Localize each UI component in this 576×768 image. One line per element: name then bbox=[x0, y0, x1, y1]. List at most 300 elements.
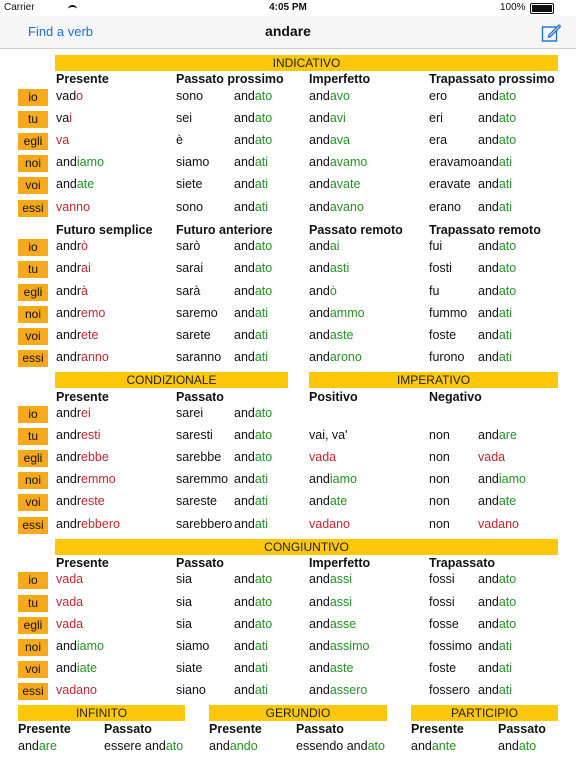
stem: and bbox=[478, 639, 499, 653]
stem: and bbox=[309, 494, 330, 508]
stem: and bbox=[234, 133, 255, 147]
stem: and bbox=[411, 739, 432, 753]
ending: ebbe bbox=[81, 450, 109, 464]
conjugation-cell bbox=[429, 111, 443, 125]
stem: essere and bbox=[104, 739, 166, 753]
stem: foste bbox=[429, 661, 457, 675]
stem: fossi bbox=[429, 572, 455, 586]
conjugation-cell bbox=[176, 261, 203, 275]
conjugation-cell bbox=[478, 661, 512, 675]
stem: siete bbox=[176, 177, 203, 191]
conjugation-cell bbox=[478, 89, 516, 103]
stem: andr bbox=[56, 261, 82, 275]
stem: vad bbox=[56, 89, 77, 103]
conjugation-cell bbox=[429, 661, 456, 675]
stem: and bbox=[234, 683, 255, 697]
conjugation-cell bbox=[429, 639, 472, 653]
conjugation-cell bbox=[56, 261, 91, 275]
ending: ati bbox=[254, 517, 269, 531]
ending: assimo bbox=[329, 639, 370, 653]
pronoun-badge: noi bbox=[18, 155, 48, 172]
conjugation-cell bbox=[429, 472, 450, 486]
stem: sono bbox=[176, 200, 204, 214]
ending: à bbox=[81, 284, 88, 298]
stem: and bbox=[309, 261, 330, 275]
ending: ati bbox=[498, 350, 513, 364]
column-header: Imperfetto bbox=[309, 72, 371, 86]
column-header: Passato bbox=[498, 722, 546, 736]
ending: ato bbox=[254, 89, 273, 103]
stem: and bbox=[309, 239, 330, 253]
conjugation-cell bbox=[234, 517, 268, 531]
pronoun-badge: tu bbox=[18, 261, 48, 278]
stem: and bbox=[56, 661, 77, 675]
section-band: GERUNDIO bbox=[209, 705, 387, 721]
conjugation-cell bbox=[429, 683, 470, 697]
ending: ati bbox=[498, 683, 513, 697]
conjugation-cell bbox=[429, 239, 442, 253]
stem: and bbox=[478, 472, 499, 486]
ending: ato bbox=[254, 406, 273, 420]
stem: and bbox=[309, 595, 330, 609]
conjugation-cell bbox=[429, 306, 467, 320]
stem: and bbox=[309, 472, 330, 486]
conjugation-cell bbox=[234, 200, 268, 214]
carrier-label: Carrier bbox=[4, 2, 35, 13]
stem: siamo bbox=[176, 155, 210, 169]
stem: sia bbox=[176, 595, 192, 609]
column-header: Passato bbox=[104, 722, 152, 736]
conjugation-cell bbox=[309, 428, 348, 442]
ending: este bbox=[81, 494, 105, 508]
stem: fosti bbox=[429, 261, 452, 275]
section-band: IMPERATIVO bbox=[309, 372, 558, 388]
ending: ato bbox=[367, 739, 385, 753]
stem: sia bbox=[176, 617, 192, 631]
ending: ammo bbox=[329, 306, 365, 320]
pronoun-badge: egli bbox=[18, 133, 48, 150]
conjugation-cell bbox=[309, 177, 360, 191]
conjugation-cell bbox=[56, 306, 105, 320]
ending: emo bbox=[81, 306, 106, 320]
ending: esti bbox=[81, 428, 101, 442]
stem: and bbox=[309, 617, 330, 631]
conjugation-cell bbox=[234, 350, 268, 364]
ending: ato bbox=[254, 261, 273, 275]
stem: and bbox=[309, 328, 330, 342]
stem: siamo bbox=[176, 639, 210, 653]
conjugation-cell bbox=[234, 328, 268, 342]
pronoun-badge: tu bbox=[18, 428, 48, 445]
conjugation-cell bbox=[176, 450, 221, 464]
conjugation-cell bbox=[234, 111, 272, 125]
stem: and bbox=[309, 683, 330, 697]
stem: sia bbox=[176, 572, 192, 586]
conjugation-cell bbox=[234, 595, 272, 609]
conjugation-cell bbox=[429, 200, 461, 214]
ending: ò bbox=[81, 239, 88, 253]
ending: ato bbox=[498, 595, 517, 609]
stem: foste bbox=[429, 328, 457, 342]
ending: ete bbox=[81, 328, 99, 342]
conjugation-cell bbox=[429, 450, 450, 464]
conjugation-cell bbox=[56, 111, 72, 125]
conjugation-cell bbox=[478, 155, 512, 169]
column-header: Passato prossimo bbox=[176, 72, 284, 86]
stem: vai, va' bbox=[309, 428, 348, 442]
stem: non bbox=[429, 450, 450, 464]
stem: saremmo bbox=[176, 472, 229, 486]
ending: ato bbox=[254, 284, 273, 298]
stem: and bbox=[478, 572, 499, 586]
conjugation-cell bbox=[411, 739, 456, 753]
conjugation-cell bbox=[234, 89, 272, 103]
stem: fosse bbox=[429, 617, 459, 631]
stem: and bbox=[209, 739, 230, 753]
stem: and bbox=[234, 328, 255, 342]
stem: and bbox=[478, 661, 499, 675]
pronoun-badge: essi bbox=[18, 200, 48, 217]
stem: and bbox=[309, 155, 330, 169]
stem: andr bbox=[56, 494, 82, 508]
stem: and bbox=[309, 177, 330, 191]
stem: fossimo bbox=[429, 639, 473, 653]
conjugation-cell bbox=[176, 200, 203, 214]
conjugation-cell bbox=[309, 517, 350, 531]
stem: sono bbox=[176, 89, 204, 103]
stem: and bbox=[478, 328, 499, 342]
conjugation-cell bbox=[176, 89, 203, 103]
stem: andr bbox=[56, 450, 82, 464]
conjugation-cell bbox=[56, 450, 109, 464]
conjugation-cell bbox=[56, 572, 83, 586]
conjugation-cell bbox=[176, 406, 203, 420]
conjugation-cell bbox=[309, 617, 356, 631]
ending: iamo bbox=[76, 155, 104, 169]
stem: sarete bbox=[176, 328, 211, 342]
stem: vadano bbox=[478, 517, 520, 531]
stem: and bbox=[478, 306, 499, 320]
conjugation-cell bbox=[478, 284, 516, 298]
ending: anno bbox=[81, 350, 109, 364]
stem: non bbox=[429, 517, 450, 531]
conjugation-cell bbox=[56, 517, 120, 531]
conjugation-cell bbox=[429, 155, 478, 169]
conjugation-cell bbox=[478, 683, 512, 697]
ending: are bbox=[38, 739, 57, 753]
stem: siate bbox=[176, 661, 203, 675]
conjugation-cell bbox=[429, 89, 447, 103]
conjugation-cell bbox=[478, 595, 516, 609]
conjugation-cell bbox=[429, 428, 450, 442]
ending: ati bbox=[254, 683, 269, 697]
ending: assi bbox=[329, 572, 353, 586]
stem: and bbox=[234, 177, 255, 191]
stem: sarebbero bbox=[176, 517, 233, 531]
stem: non bbox=[429, 472, 450, 486]
conjugation-cell bbox=[56, 639, 104, 653]
pronoun-badge: essi bbox=[18, 517, 48, 534]
ending: ati bbox=[254, 200, 269, 214]
conjugation-cell bbox=[176, 595, 192, 609]
stem: and bbox=[234, 661, 255, 675]
stem: and bbox=[234, 350, 255, 364]
stem: vada bbox=[56, 595, 84, 609]
conjugation-cell bbox=[176, 133, 183, 147]
conjugation-cell bbox=[309, 683, 367, 697]
stem: vada bbox=[478, 450, 506, 464]
conjugation-cell bbox=[478, 328, 512, 342]
column-header: Futuro anteriore bbox=[176, 223, 273, 237]
conjugation-cell bbox=[309, 89, 350, 103]
stem: and bbox=[234, 617, 255, 631]
pronoun-badge: voi bbox=[18, 661, 48, 678]
column-header: Presente bbox=[56, 556, 109, 570]
conjugation-cell bbox=[309, 450, 336, 464]
ending: iamo bbox=[76, 639, 104, 653]
ending: ato bbox=[254, 617, 273, 631]
pronoun-badge: tu bbox=[18, 111, 48, 128]
column-header: Trapassato prossimo bbox=[429, 72, 555, 86]
ending: ebbero bbox=[81, 517, 120, 531]
stem: and bbox=[478, 350, 499, 364]
stem: and bbox=[498, 739, 519, 753]
conjugation-cell bbox=[56, 428, 100, 442]
ending: aste bbox=[329, 661, 354, 675]
conjugation-cell bbox=[478, 200, 512, 214]
conjugation-cell bbox=[309, 494, 347, 508]
conjugation-cell bbox=[176, 306, 218, 320]
conjugation-cell bbox=[309, 200, 364, 214]
stem: andr bbox=[56, 428, 82, 442]
stem: and bbox=[234, 261, 255, 275]
conjugation-cell bbox=[478, 261, 516, 275]
ending: ati bbox=[498, 639, 513, 653]
ending: assero bbox=[329, 683, 368, 697]
ending: ati bbox=[498, 200, 513, 214]
conjugation-cell bbox=[478, 350, 512, 364]
stem: vada bbox=[309, 450, 337, 464]
column-header: Passato bbox=[176, 390, 224, 404]
stem: and bbox=[234, 239, 255, 253]
ending: assi bbox=[329, 595, 353, 609]
nav-bar bbox=[0, 16, 576, 49]
ending: i bbox=[69, 111, 72, 125]
conjugation-cell bbox=[234, 661, 268, 675]
ending: ato bbox=[498, 89, 517, 103]
column-header: Presente bbox=[209, 722, 262, 736]
conjugation-cell bbox=[478, 428, 517, 442]
conjugation-cell bbox=[429, 177, 471, 191]
conjugation-cell bbox=[176, 683, 206, 697]
ending: ato bbox=[254, 572, 273, 586]
ending: ato bbox=[498, 284, 517, 298]
column-header: Presente bbox=[56, 390, 109, 404]
compose-icon[interactable] bbox=[541, 23, 561, 43]
conjugation-cell bbox=[309, 239, 340, 253]
stem: and bbox=[234, 572, 255, 586]
stem: and bbox=[478, 428, 499, 442]
column-header: Passato remoto bbox=[309, 223, 403, 237]
ending: iamo bbox=[498, 472, 526, 486]
ending: avate bbox=[329, 177, 361, 191]
conjugation-cell bbox=[176, 639, 209, 653]
pronoun-badge: noi bbox=[18, 639, 48, 656]
column-header: Passato bbox=[296, 722, 344, 736]
stem: andr bbox=[56, 517, 82, 531]
stem: va bbox=[56, 111, 70, 125]
ending: avi bbox=[329, 111, 346, 125]
conjugation-cell bbox=[234, 284, 272, 298]
ending: ato bbox=[498, 572, 517, 586]
conjugation-cell bbox=[234, 639, 268, 653]
stem: and bbox=[234, 494, 255, 508]
ending: ati bbox=[254, 494, 269, 508]
ending: asti bbox=[329, 261, 350, 275]
conjugation-cell bbox=[176, 572, 192, 586]
ending: asse bbox=[329, 617, 357, 631]
stem: and bbox=[478, 155, 499, 169]
stem: eravamo bbox=[429, 155, 478, 169]
pronoun-badge: io bbox=[18, 239, 48, 256]
ending: ato bbox=[254, 450, 273, 464]
conjugation-cell bbox=[176, 350, 221, 364]
conjugation-cell bbox=[56, 89, 83, 103]
conjugation-cell bbox=[56, 200, 90, 214]
stem: sarò bbox=[176, 239, 201, 253]
ending: ato bbox=[254, 111, 273, 125]
conjugation-cell bbox=[56, 617, 83, 631]
conjugation-cell bbox=[176, 617, 192, 631]
conjugation-cell bbox=[429, 517, 450, 531]
stem: and bbox=[478, 111, 499, 125]
ending: ate bbox=[76, 177, 95, 191]
conjugation-cell bbox=[56, 683, 97, 697]
stem: and bbox=[478, 494, 499, 508]
conjugation-cell bbox=[234, 617, 272, 631]
find-verb-button[interactable]: Find a verb bbox=[28, 24, 94, 39]
ending: ato bbox=[254, 595, 273, 609]
conjugation-cell bbox=[309, 472, 357, 486]
ending: aste bbox=[329, 328, 354, 342]
ending: ati bbox=[254, 155, 269, 169]
stem: and bbox=[18, 739, 39, 753]
pronoun-badge: egli bbox=[18, 617, 48, 634]
conjugation-cell bbox=[478, 133, 516, 147]
column-header: Imperfetto bbox=[309, 556, 371, 570]
ending: ati bbox=[498, 661, 513, 675]
conjugation-cell bbox=[309, 284, 337, 298]
ending: ato bbox=[518, 739, 537, 753]
conjugation-cell bbox=[478, 450, 505, 464]
ending: ati bbox=[498, 328, 513, 342]
ending: ati bbox=[254, 177, 269, 191]
stem: saranno bbox=[176, 350, 222, 364]
stem: andr bbox=[56, 406, 82, 420]
conjugation-cell bbox=[429, 572, 455, 586]
ending: ati bbox=[498, 155, 513, 169]
stem: siano bbox=[176, 683, 206, 697]
conjugation-cell bbox=[309, 155, 367, 169]
pronoun-badge: essi bbox=[18, 683, 48, 700]
ending: avamo bbox=[329, 155, 368, 169]
conjugation-cell bbox=[429, 261, 452, 275]
section-band: INFINITO bbox=[18, 705, 185, 721]
conjugation-cell bbox=[429, 328, 456, 342]
stem: and bbox=[234, 450, 255, 464]
stem: furono bbox=[429, 350, 465, 364]
stem: andr bbox=[56, 350, 82, 364]
column-header: Trapassato remoto bbox=[429, 223, 541, 237]
ending: ai bbox=[81, 261, 91, 275]
conjugation-cell bbox=[429, 617, 459, 631]
conjugation-cell bbox=[309, 639, 369, 653]
section-band: CONDIZIONALE bbox=[55, 372, 288, 388]
conjugation-cell bbox=[429, 494, 450, 508]
conjugation-cell bbox=[56, 328, 98, 342]
stem: and bbox=[309, 89, 330, 103]
conjugation-cell bbox=[478, 494, 516, 508]
battery-percent: 100% bbox=[500, 2, 526, 13]
conjugation-cell bbox=[309, 661, 354, 675]
conjugation-cell bbox=[176, 661, 202, 675]
stem: andr bbox=[56, 328, 82, 342]
stem: and bbox=[234, 306, 255, 320]
conjugation-cell bbox=[104, 739, 183, 753]
stem: and bbox=[234, 595, 255, 609]
conjugation-cell bbox=[56, 350, 109, 364]
conjugation-cell bbox=[176, 177, 202, 191]
stem: and bbox=[234, 89, 255, 103]
conjugation-cell bbox=[176, 155, 209, 169]
stem: and bbox=[234, 284, 255, 298]
pronoun-badge: essi bbox=[18, 350, 48, 367]
stem: and bbox=[478, 200, 499, 214]
conjugation-cell bbox=[429, 284, 439, 298]
stem: eravate bbox=[429, 177, 471, 191]
ending: avo bbox=[329, 89, 351, 103]
stem: erano bbox=[429, 200, 461, 214]
conjugation-cell bbox=[176, 494, 217, 508]
stem: andr bbox=[56, 472, 82, 486]
stem: and bbox=[309, 133, 330, 147]
conjugation-cell bbox=[309, 328, 354, 342]
conjugation-cell bbox=[309, 133, 350, 147]
stem: sarebbe bbox=[176, 450, 222, 464]
stem: and bbox=[309, 284, 330, 298]
ending: arono bbox=[329, 350, 362, 364]
conjugation-cell bbox=[478, 572, 516, 586]
pronoun-badge: egli bbox=[18, 284, 48, 301]
conjugation-cell bbox=[234, 306, 268, 320]
pronoun-badge: egli bbox=[18, 450, 48, 467]
conjugation-cell bbox=[478, 177, 512, 191]
stem: and bbox=[478, 595, 499, 609]
pronoun-badge: noi bbox=[18, 306, 48, 323]
stem: fui bbox=[429, 239, 443, 253]
stem: eri bbox=[429, 111, 443, 125]
stem: and bbox=[234, 517, 255, 531]
stem: va bbox=[56, 133, 70, 147]
column-header: Passato bbox=[176, 556, 224, 570]
conjugation-cell bbox=[56, 472, 116, 486]
conjugation-cell bbox=[234, 406, 272, 420]
ending: emmo bbox=[81, 472, 116, 486]
stem: saresti bbox=[176, 428, 213, 442]
column-header: Negativo bbox=[429, 390, 482, 404]
stem: vanno bbox=[56, 200, 91, 214]
stem: and bbox=[478, 177, 499, 191]
